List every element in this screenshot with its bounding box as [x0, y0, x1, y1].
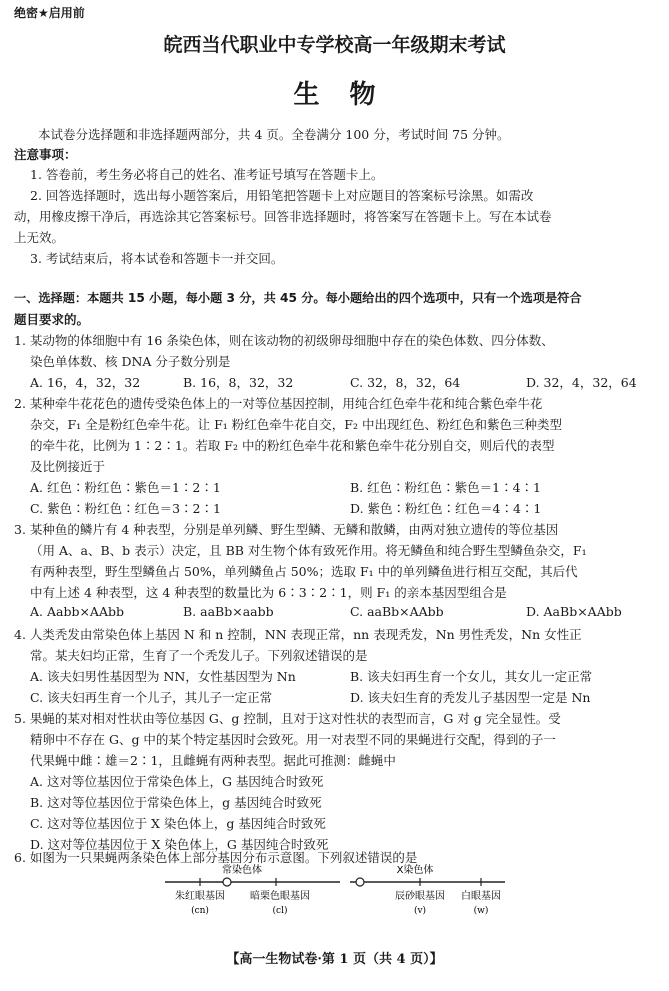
- question-2-options: [30, 499, 660, 517]
- gene-symbol-cl: (cl): [272, 906, 288, 916]
- notes-heading: 注意事项：: [14, 147, 77, 162]
- question-4-options: [30, 688, 660, 706]
- question-3-text: （用 A、a、B、b 表示）决定，且 BB 对生物个体有致死作用。将无鳞鱼和纯合野生型鳞鱼杂交，F₁: [30, 543, 587, 558]
- question-1-text: 染色单体数、核 DNA 分子数分别是: [30, 354, 231, 369]
- option-c: C. 紫色∶粉红色∶红色＝3∶2∶1: [30, 501, 221, 516]
- option-d: D. 紫色∶粉红色∶红色＝4∶4∶1: [350, 501, 542, 516]
- question-2-text: 2. 某种牵牛花花色的遗传受染色体上的一对等位基因控制，用纯合红色牵牛花和纯合紫色牵牛花: [14, 396, 543, 411]
- option-a: A. 这对等位基因位于常染色体上，G 基因纯合时致死: [30, 774, 324, 789]
- question-2-options: [30, 478, 660, 496]
- question-3-text: 中有上述 4 种表型，这 4 种表型的数量比为 6∶3∶2∶1，则 F₁ 的亲本基因型组合是: [30, 585, 507, 600]
- option-b: B. 红色∶粉红色∶紫色＝1∶4∶1: [350, 480, 541, 495]
- option-b: B. 该夫妇再生育一个女儿，其女儿一定正常: [350, 669, 593, 684]
- secret-label: 绝密★启用前: [14, 6, 85, 20]
- gene-label-v: 辰砂眼基因: [395, 891, 445, 902]
- question-1-text: 1. 某动物的体细胞中有 16 条染色体，则在该动物的初级卵母细胞中存在的染色体数、四分体数、: [14, 333, 554, 348]
- question-4-text: 4. 人类秃发由常染色体上基因 N 和 n 控制，NN 表现正常，nn 表现秃发，Nn 男性秃发，Nn 女性正: [14, 627, 582, 642]
- question-2-text: 杂交，F₁ 全是粉红色牵牛花。让 F₁ 粉红色牵牛花自交，F₂ 中出现红色、粉红色和紫色三种类型: [30, 417, 562, 432]
- chromosome-diagram: [160, 862, 510, 926]
- option-c: C. 该夫妇再生育一个儿子，其儿子一定正常: [30, 690, 273, 705]
- option-b: B. 这对等位基因位于常染色体上，g 基因纯合时致死: [30, 795, 322, 810]
- option-d: D. 这对等位基因位于 X 染色体上，G 基因纯合时致死: [30, 837, 329, 852]
- option-c: C. aaBb×AAbb: [350, 604, 444, 619]
- x-chromosome-label: X染色体: [396, 865, 434, 876]
- question-6-text: 6. 如图为一只果蝇两条染色体上部分基因分布示意图。下列叙述错误的是: [14, 850, 418, 865]
- option-d: D. 该夫妇生育的秃发儿子基因型一定是 Nn: [350, 690, 591, 705]
- gene-label-w: 白眼基因: [461, 891, 501, 902]
- option-d: D. AaBb×AAbb: [526, 604, 622, 619]
- gene-symbol-w: (w): [473, 906, 489, 916]
- note-line: 3. 考试结束后，将本试卷和答题卡一并交回。: [30, 251, 284, 266]
- question-5-text: 精卵中不存在 G、g 中的某个特定基因时会致死。用一对表型不同的果蝇进行交配，得到的子一: [30, 732, 556, 747]
- gene-label-cn: 朱红眼基因: [175, 891, 225, 902]
- gene-label-cl: 暗栗色眼基因: [250, 891, 310, 902]
- intro-text: 本试卷分选择题和非选择题两部分，共 4 页。全卷满分 100 分，考试时间 75 分钟。: [38, 127, 510, 142]
- option-c: C. 这对等位基因位于 X 染色体上，g 基因纯合时致死: [30, 816, 326, 831]
- option-b: B. 16，8，32，32: [183, 375, 294, 390]
- option-c: C. 32，8，32，64: [350, 375, 461, 390]
- question-2-text: 的牵牛花，比例为 1∶2∶1。若取 F₂ 中的粉红色牵牛花和紫色牵牛花分别自交，则后代的表型: [30, 438, 555, 453]
- section-heading-cont: 题目要求的。: [14, 312, 90, 327]
- question-5-text: 5. 果蝇的某对相对性状由等位基因 G、g 控制，且对于这对性状的表型而言，G 对 g 完全显性。受: [14, 711, 561, 726]
- gene-symbol-v: (v): [413, 906, 427, 916]
- question-1-options: [30, 373, 660, 391]
- exam-title: 皖西当代职业中专学校高一年级期末考试: [163, 34, 506, 56]
- note-line: 动，用橡皮擦干净后，再选涂其它答案标号。回答非选择题时，将答案写在答题卡上。写在本试卷: [14, 209, 552, 224]
- section-heading: 一、选择题：本题共 15 小题，每小题 3 分，共 45 分。每小题给出的四个选项中，只有一个选项是符合: [14, 291, 582, 305]
- option-a: A. 16，4，32，32: [30, 375, 141, 390]
- note-line: 2. 回答选择题时，选出每小题答案后，用铅笔把答题卡上对应题目的答案标号涂黑。如需改: [30, 188, 534, 203]
- question-3-text: 有两种表型，野生型鳞鱼占 50%，单列鳞鱼占 50%；选取 F₁ 中的单列鳞鱼进行相互交配，其后代: [30, 564, 578, 579]
- question-4-text: 常。某夫妇均正常，生育了一个秃发儿子。下列叙述错误的是: [30, 648, 368, 663]
- option-a: A. Aabb×AAbb: [30, 604, 124, 619]
- gene-symbol-cn: (cn): [191, 906, 209, 916]
- autosome-label: 常染色体: [222, 865, 262, 876]
- question-4-options: [30, 667, 660, 685]
- option-b: B. aaBb×aabb: [183, 604, 274, 619]
- x-centromere: [356, 878, 364, 886]
- option-a: A. 该夫妇男性基因型为 NN，女性基因型为 Nn: [30, 669, 296, 684]
- question-2-text: 及比例接近于: [30, 459, 106, 474]
- note-line: 上无效。: [14, 230, 65, 245]
- page-footer: 【高一生物试卷·第 1 页（共 4 页）】: [226, 952, 443, 967]
- question-3-text: 3. 某种鱼的鳞片有 4 种表型，分别是单列鳞、野生型鳞、无鳞和散鳞，由两对独立遗传的等位基因: [14, 522, 559, 537]
- note-line: 1. 答卷前，考生务必将自己的姓名、准考证号填写在答题卡上。: [30, 167, 384, 182]
- autosome-centromere: [223, 878, 231, 886]
- option-a: A. 红色∶粉红色∶紫色＝1∶2∶1: [30, 480, 221, 495]
- question-3-options: [30, 604, 660, 622]
- subject-title: 生物: [293, 80, 406, 110]
- question-5-text: 代果蝇中雌∶雄＝2∶1，且雌蝇有两种表型。据此可推测：雌蝇中: [30, 753, 396, 768]
- option-d: D. 32，4，32，64: [526, 375, 637, 390]
